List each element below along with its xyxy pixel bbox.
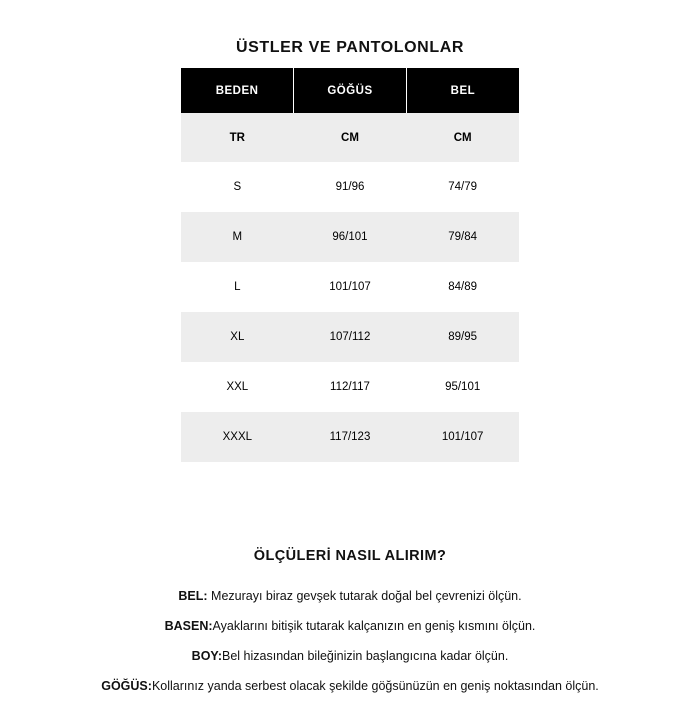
- cell-size: XXXL: [181, 412, 294, 462]
- table-row: [181, 162, 519, 212]
- column-header-beden: BEDEN: [181, 68, 294, 113]
- column-header-bel: BEL: [406, 68, 519, 113]
- table-row: [181, 412, 519, 462]
- measure-text-bel: Mezurayı biraz gevşek tutarak doğal bel çevrenizi ölçün.: [207, 589, 522, 603]
- table-header-row: [181, 68, 519, 113]
- unit-beden: TR: [181, 113, 294, 162]
- measure-text-boy: Bel hizasından bileğinizin başlangıcına kadar ölçün.: [222, 649, 509, 663]
- column-header-gogus: GÖĞÜS: [294, 68, 407, 113]
- table-row: [181, 312, 519, 362]
- table-row: [181, 362, 519, 412]
- cell-waist: 79/84: [406, 212, 519, 262]
- cell-size: XXL: [181, 362, 294, 412]
- cell-size: M: [181, 212, 294, 262]
- measure-label-boy: BOY:: [191, 649, 222, 663]
- cell-waist: 101/107: [406, 412, 519, 462]
- measure-text-gogus: Kollarınız yanda serbest olacak şekilde göğsünüzün en geniş noktasından ölçün.: [151, 679, 599, 693]
- measure-instruction-basen: [0, 611, 700, 641]
- cell-waist: 89/95: [406, 312, 519, 362]
- measure-label-gogus: GÖĞÜS:: [101, 679, 152, 693]
- table-unit-row: [181, 113, 519, 162]
- measure-instruction-gogus: [0, 671, 700, 701]
- measure-instruction-boy: [0, 641, 700, 671]
- measure-label-basen: BASEN:: [164, 619, 213, 633]
- how-to-measure-section: [0, 548, 700, 701]
- table-body: [181, 113, 519, 462]
- cell-size: S: [181, 162, 294, 212]
- unit-bel: CM: [406, 113, 519, 162]
- table-row: [181, 212, 519, 262]
- cell-waist: 74/79: [406, 162, 519, 212]
- cell-size: XL: [181, 312, 294, 362]
- cell-chest: 107/112: [294, 312, 407, 362]
- cell-chest: 91/96: [294, 162, 407, 212]
- unit-gogus: CM: [294, 113, 407, 162]
- table-head: [181, 68, 519, 113]
- measure-label-bel: BEL:: [178, 589, 208, 603]
- how-to-measure-title: ÖLÇÜLERİ NASIL ALIRIM?: [253, 548, 447, 564]
- cell-chest: 117/123: [294, 412, 407, 462]
- cell-waist: 84/89: [406, 262, 519, 312]
- measure-instruction-bel: [0, 581, 700, 611]
- cell-chest: 101/107: [294, 262, 407, 312]
- cell-chest: 112/117: [294, 362, 407, 412]
- cell-chest: 96/101: [294, 212, 407, 262]
- page-title: ÜSTLER VE PANTOLONLAR: [235, 39, 464, 56]
- measure-text-basen: Ayaklarını bitişik tutarak kalçanızın en geniş kısmını ölçün.: [212, 619, 536, 633]
- cell-waist: 95/101: [406, 362, 519, 412]
- size-table: [181, 68, 519, 462]
- cell-size: L: [181, 262, 294, 312]
- table-row: [181, 262, 519, 312]
